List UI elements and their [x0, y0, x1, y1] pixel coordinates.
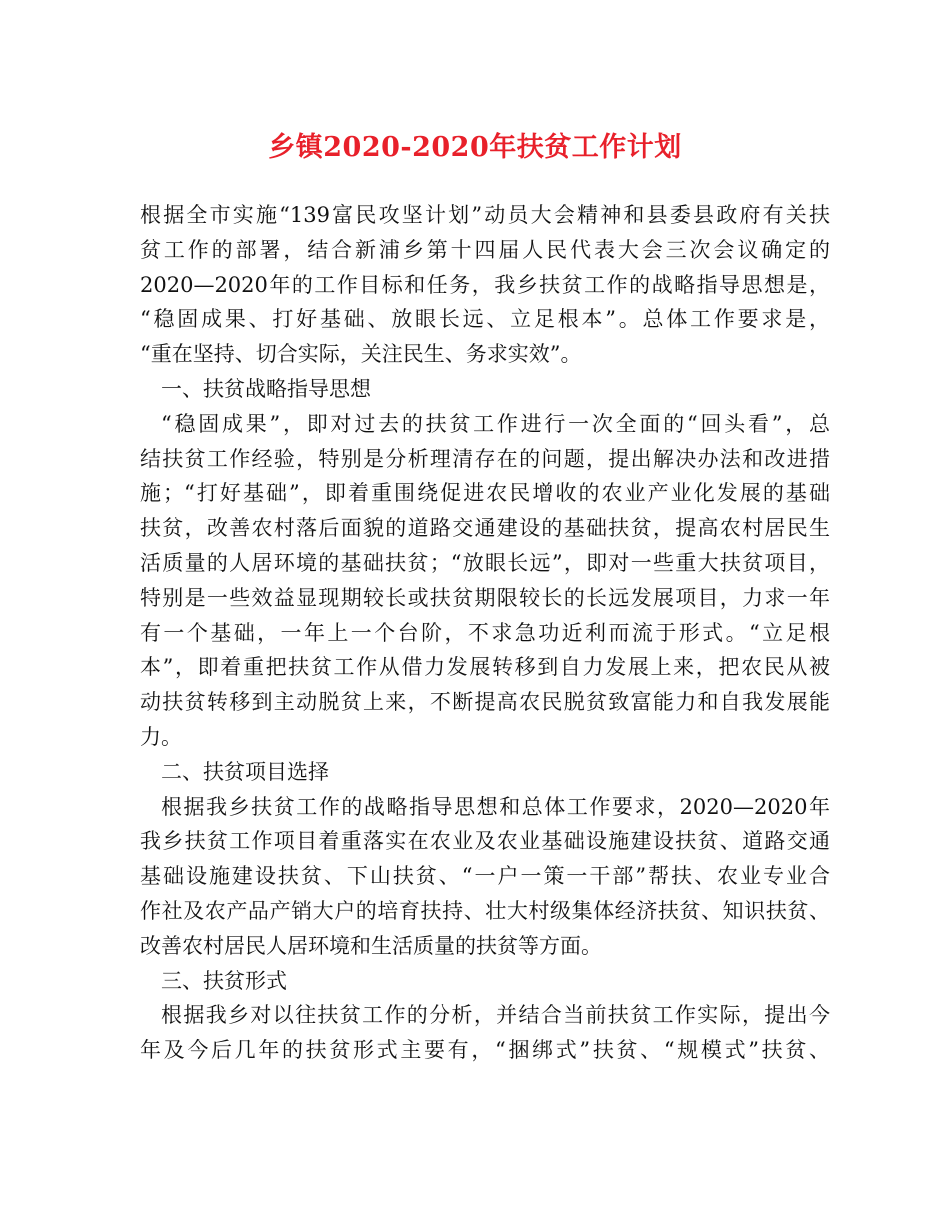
body-line: 动扶贫转移到主动脱贫上来，不断提高农民脱贫致富能力和自我发展能	[140, 690, 830, 715]
body-line: “重在坚持、切合实际，关注民生、务求实效”。	[140, 342, 582, 367]
body-line: 施；“打好基础”，即着重围绕促进农民增收的农业产业化发展的基础	[140, 481, 830, 506]
body-line: “稳固成果”，即对过去的扶贫工作进行一次全面的“回头看”，总	[161, 411, 830, 436]
body-line: 力。	[140, 724, 182, 749]
body-line: 三、扶贫形式	[161, 968, 287, 993]
body-line: “稳固成果、打好基础、放眼长远、立足根本”。总体工作要求是，	[140, 307, 830, 332]
body-line: 活质量的人居环境的基础扶贫；“放眼长远”，即对一些重大扶贫项目，	[140, 550, 830, 575]
body-line: 基础设施建设扶贫、下山扶贫、“一户一策一干部”帮扶、农业专业合	[140, 864, 830, 889]
document-body	[140, 198, 830, 1068]
body-line: 改善农村居民人居环境和生活质量的扶贫等方面。	[140, 933, 602, 958]
body-line: 结扶贫工作经验，特别是分析理清存在的问题，提出解决办法和改进措	[140, 446, 830, 471]
body-line: 本”，即着重把扶贫工作从借力发展转移到自力发展上来，把农民从被	[140, 655, 830, 680]
body-line: 作社及农产品产销大户的培育扶持、壮大村级集体经济扶贫、知识扶贫、	[140, 898, 830, 923]
body-line: 有一个基础，一年上一个台阶，不求急功近利而流于形式。“立足根	[140, 620, 830, 645]
body-line: 一、扶贫战略指导思想	[161, 376, 371, 401]
body-line: 贫工作的部署，结合新浦乡第十四届人民代表大会三次会议确定的	[140, 237, 830, 262]
body-line: 扶贫，改善农村落后面貌的道路交通建设的基础扶贫，提高农村居民生	[140, 516, 830, 541]
document-title: 乡镇2020-2020年扶贫工作计划	[268, 132, 682, 163]
body-line: 我乡扶贫工作项目着重落实在农业及农业基础设施建设扶贫、道路交通	[140, 829, 830, 854]
body-line: 根据我乡对以往扶贫工作的分析，并结合当前扶贫工作实际，提出今	[161, 1003, 830, 1028]
body-line: 特别是一些效益显现期较长或扶贫期限较长的长远发展项目，力求一年	[140, 585, 830, 610]
body-line: 根据全市实施“139富民攻坚计划”动员大会精神和县委县政府有关扶	[140, 203, 830, 227]
body-line: 二、扶贫项目选择	[161, 759, 329, 784]
body-line: 2020—2020年的工作目标和任务，我乡扶贫工作的战略指导思想是，	[140, 272, 830, 297]
body-line: 年及今后几年的扶贫形式主要有，“捆绑式”扶贫、“规模式”扶贫、	[140, 1038, 830, 1063]
body-line: 根据我乡扶贫工作的战略指导思想和总体工作要求，2020—2020年	[161, 794, 830, 819]
